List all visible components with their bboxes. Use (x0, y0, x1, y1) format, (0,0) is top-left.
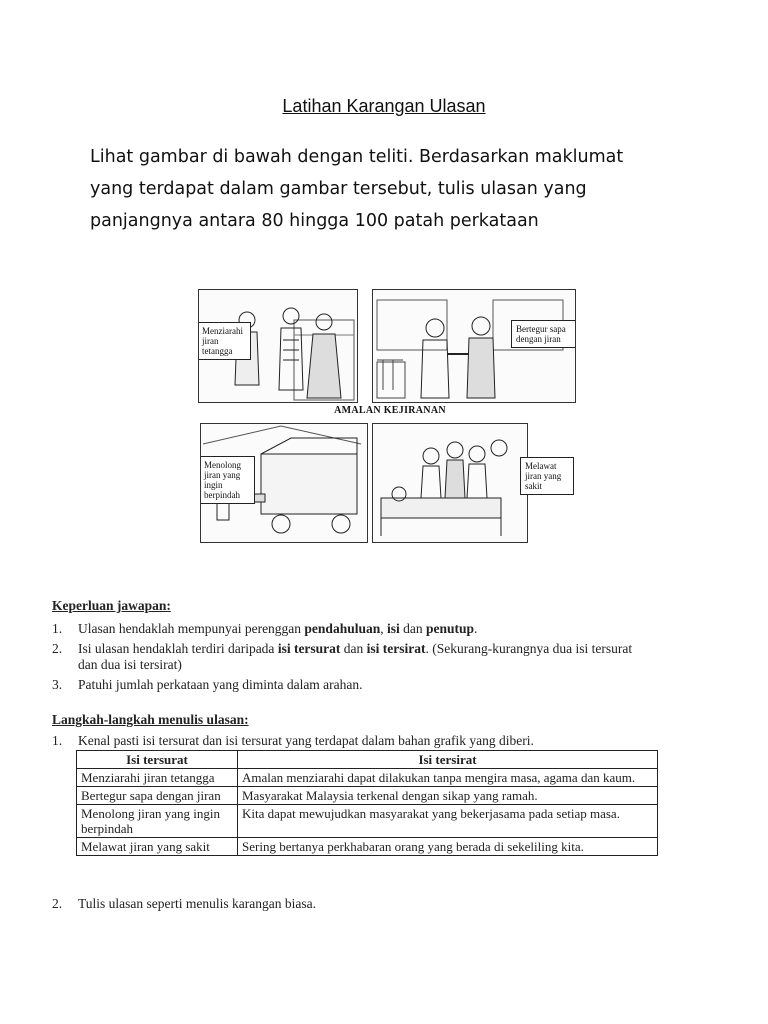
step-text: Kenal pasti isi tersurat dan isi tersurat yang terdapat dalam bahan grafik yang diberi. (78, 733, 534, 748)
caption-moving: Menolong jiran yang ingin berpindah (200, 456, 255, 504)
caption-greeting: Bertegur sapa dengan jiran (511, 320, 576, 348)
item-number: 1. (52, 621, 63, 636)
table-row (77, 787, 658, 805)
requirement-text: Isi ulasan hendaklah terdiri daripada isi tersurat dan isi tersirat. (Sekurang-kurangnya dua isi tersurat dan dua isi tersirat) (78, 641, 633, 672)
requirement-item (52, 677, 652, 693)
step-text: Tulis ulasan seperti menulis karangan biasa. (78, 896, 316, 911)
column-header: Isi tersirat (238, 751, 658, 769)
table-cell: Bertegur sapa dengan jiran (77, 787, 238, 805)
caption-sick: Melawat jiran yang sakit (520, 457, 574, 495)
table-cell: Menziarahi jiran tetangga (77, 769, 238, 787)
step-item (52, 896, 316, 912)
table-cell: Melawat jiran yang sakit (77, 838, 238, 856)
instruction-line: yang terdapat dalam gambar tersebut, tulis ulasan yang (90, 179, 587, 199)
table-cell: Amalan menziarahi dapat dilakukan tanpa mengira masa, agama dan kaum. (238, 769, 658, 787)
table-cell: Masyarakat Malaysia terkenal dengan sikap yang ramah. (238, 787, 658, 805)
panel-visiting (198, 289, 358, 403)
item-number: 1. (52, 733, 63, 748)
table-row (77, 769, 658, 787)
sick-visit-drawing (373, 424, 527, 542)
instructions (90, 141, 690, 237)
table-cell: Kita dapat mewujudkan masyarakat yang bekerjasama pada setiap masa. (238, 805, 658, 838)
item-number: 3. (52, 677, 63, 692)
item-number: 2. (52, 896, 63, 911)
panel-greeting (372, 289, 576, 403)
item-number: 2. (52, 641, 63, 656)
panel-sick (372, 423, 528, 543)
table-cell: Menolong jiran yang ingin berpindah (77, 805, 238, 838)
requirement-item (52, 621, 652, 637)
requirement-text: Patuhi jumlah perkataan yang diminta dalam arahan. (78, 677, 363, 692)
requirements-list (52, 621, 652, 697)
requirement-text: Ulasan hendaklah mempunyai perenggan pendahuluan, isi dan penutup. (78, 621, 478, 636)
instruction-line: Lihat gambar di bawah dengan teliti. Berdasarkan maklumat (90, 147, 624, 167)
requirement-item (52, 641, 652, 673)
instruction-line: panjangnya antara 80 hingga 100 patah perkataan (90, 211, 539, 231)
table-row (77, 805, 658, 838)
caption-visiting: Menziarahi jiran tetangga (198, 322, 251, 360)
step-item (52, 733, 534, 749)
figure-title: AMALAN KEJIRANAN (334, 405, 446, 416)
requirements-heading: Keperluan jawapan: (52, 598, 171, 613)
neighbourhood-illustration (190, 285, 590, 550)
page-title: Latihan Karangan Ulasan (282, 96, 486, 116)
table-header-row (77, 751, 658, 769)
steps-heading: Langkah-langkah menulis ulasan: (52, 712, 249, 727)
table-cell: Sering bertanya perkhabaran orang yang berada di sekeliling kita. (238, 838, 658, 856)
content-table (76, 750, 658, 856)
panel-moving (200, 423, 368, 543)
table-row (77, 838, 658, 856)
column-header: Isi tersurat (77, 751, 238, 769)
